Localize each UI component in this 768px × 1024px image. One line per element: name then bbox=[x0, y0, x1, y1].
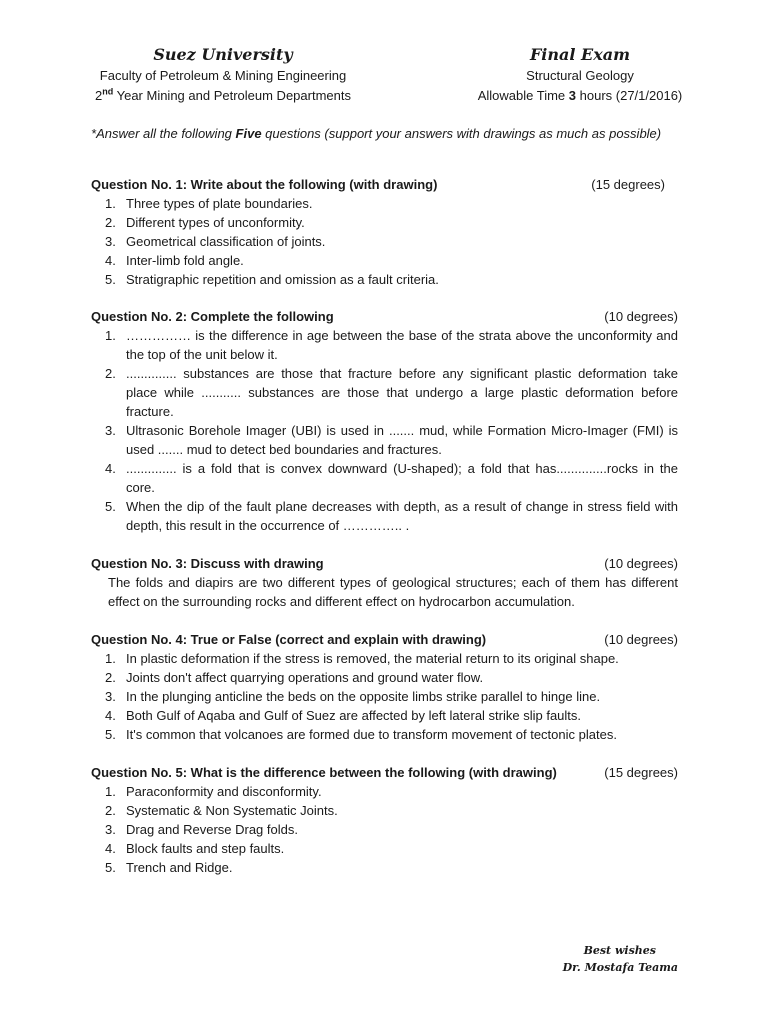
question-1 bbox=[91, 175, 678, 289]
signature-name: Dr. Mostafa Teama bbox=[562, 961, 678, 974]
item-text: In plastic deformation if the stress is removed, the material return to its original shape. bbox=[126, 651, 619, 666]
question-4-heading bbox=[91, 630, 678, 649]
question-3-heading bbox=[91, 554, 678, 573]
item-number: 2. bbox=[105, 215, 116, 230]
item-text: Different types of unconformity. bbox=[126, 215, 305, 230]
item-number: 4. bbox=[105, 461, 116, 476]
item-text: .............. substances are those that fracture before any significant plastic deformation take place while ........... substances are those that undergo a large plastic deformation before fracture. bbox=[126, 366, 678, 419]
item-text: Geometrical classification of joints. bbox=[126, 234, 326, 249]
question-title: Question No. 2: Complete the following bbox=[91, 309, 334, 324]
item-number: 3. bbox=[105, 234, 116, 249]
item-text: Both Gulf of Aqaba and Gulf of Suez are affected by left lateral strike slip faults. bbox=[126, 708, 582, 723]
time-line bbox=[440, 86, 720, 106]
question-title: Question No. 3: Discuss with drawing bbox=[91, 556, 324, 571]
item-number: 3. bbox=[105, 423, 116, 438]
time-hours: 3 bbox=[568, 88, 577, 103]
question-5-items bbox=[91, 782, 678, 877]
list-item bbox=[91, 364, 678, 421]
question-5 bbox=[91, 763, 678, 877]
question-2-items bbox=[91, 326, 678, 535]
list-item bbox=[91, 232, 678, 251]
time-suffix: hours (27/1/2016) bbox=[576, 88, 683, 103]
item-text: It's common that volcanoes are formed due to transform movement of tectonic plates. bbox=[126, 727, 617, 742]
year-number: 2 bbox=[95, 88, 103, 103]
question-marks: (15 degrees) bbox=[604, 765, 678, 780]
header-right bbox=[440, 44, 720, 106]
instructions-bold: Five bbox=[235, 126, 262, 141]
question-3 bbox=[91, 554, 678, 611]
item-number: 1. bbox=[105, 651, 116, 666]
item-text: Paraconformity and disconformity. bbox=[126, 784, 322, 799]
question-2-heading bbox=[91, 307, 678, 326]
subject-name: Structural Geology bbox=[526, 68, 634, 83]
list-item bbox=[91, 858, 678, 877]
list-item bbox=[91, 782, 678, 801]
question-1-heading bbox=[91, 175, 678, 194]
university-name: Suez University bbox=[153, 45, 293, 64]
exam-title: Final Exam bbox=[529, 45, 631, 64]
instructions-text-2: questions (support your answers with drawings as much as possible) bbox=[261, 126, 662, 141]
list-item bbox=[91, 213, 678, 232]
item-number: 4. bbox=[105, 253, 116, 268]
question-marks: (10 degrees) bbox=[604, 556, 678, 571]
list-item bbox=[91, 326, 678, 364]
list-item bbox=[91, 706, 678, 725]
list-item bbox=[91, 270, 678, 289]
signature bbox=[563, 942, 678, 976]
header-left bbox=[78, 44, 368, 106]
question-marks: (15 degrees) bbox=[591, 177, 665, 192]
item-text: Ultrasonic Borehole Imager (UBI) is used in ....... mud, while Formation Micro-Imager (FMI) is used ....... mud to detect bed boundaries and fractures. bbox=[126, 423, 678, 457]
item-number: 5. bbox=[105, 499, 116, 514]
year-line bbox=[78, 86, 368, 106]
question-marks: (10 degrees) bbox=[604, 632, 678, 647]
item-text: Inter-limb fold angle. bbox=[126, 253, 244, 268]
item-text: .............. is a fold that is convex downward (U-shaped); a fold that has..............rocks in the core. bbox=[126, 461, 678, 495]
item-number: 3. bbox=[105, 822, 116, 837]
item-text: Three types of plate boundaries. bbox=[126, 196, 313, 211]
question-title: Question No. 5: What is the difference between the following (with drawing) bbox=[91, 765, 557, 780]
signature-wishes: Best wishes bbox=[583, 944, 656, 957]
item-number: 1. bbox=[105, 328, 116, 343]
question-4 bbox=[91, 630, 678, 744]
item-number: 4. bbox=[105, 841, 116, 856]
item-number: 4. bbox=[105, 708, 116, 723]
item-number: 1. bbox=[105, 196, 116, 211]
question-4-items bbox=[91, 649, 678, 744]
list-item bbox=[91, 839, 678, 858]
instructions-text-1: Answer all the following bbox=[96, 126, 236, 141]
item-number: 5. bbox=[105, 272, 116, 287]
list-item bbox=[91, 497, 678, 535]
question-3-text: The folds and diapirs are two different types of geological structures; each of them has different effect on the surrounding rocks and different effect on hydrocarbon accumulation. bbox=[108, 575, 678, 609]
item-number: 5. bbox=[105, 727, 116, 742]
item-text: Trench and Ridge. bbox=[126, 860, 233, 875]
item-text: Systematic & Non Systematic Joints. bbox=[126, 803, 338, 818]
list-item bbox=[91, 459, 678, 497]
list-item bbox=[91, 725, 678, 744]
item-number: 2. bbox=[105, 670, 116, 685]
instructions bbox=[91, 124, 678, 143]
item-number: 5. bbox=[105, 860, 116, 875]
item-text: …………… is the difference in age between the base of the strata above the unconformity and the top of the unit below it. bbox=[126, 328, 678, 362]
question-marks: (10 degrees) bbox=[604, 309, 678, 324]
faculty-name: Faculty of Petroleum & Mining Engineering bbox=[99, 68, 347, 83]
item-number: 2. bbox=[105, 803, 116, 818]
question-2 bbox=[91, 307, 678, 535]
question-title: Question No. 4: True or False (correct and explain with drawing) bbox=[91, 632, 487, 647]
list-item bbox=[91, 421, 678, 459]
question-1-items bbox=[91, 194, 678, 289]
item-number: 3. bbox=[105, 689, 116, 704]
list-item bbox=[91, 801, 678, 820]
item-text: Block faults and step faults. bbox=[126, 841, 285, 856]
item-text: Joints don't affect quarrying operations and ground water flow. bbox=[126, 670, 484, 685]
time-prefix: Allowable Time bbox=[477, 88, 569, 103]
question-5-heading bbox=[91, 763, 678, 782]
year-ordinal: nd bbox=[102, 86, 114, 97]
item-text: When the dip of the fault plane decreases with depth, as a result of change in stress field with depth, this result in the occurrence of ………….. . bbox=[126, 499, 678, 533]
item-number: 2. bbox=[105, 366, 116, 381]
question-title: Question No. 1: Write about the following (with drawing) bbox=[91, 177, 438, 192]
instructions-star: * bbox=[91, 126, 97, 141]
item-text: In the plunging anticline the beds on the opposite limbs strike parallel to hinge line. bbox=[126, 689, 601, 704]
year-departments: Year Mining and Petroleum Departments bbox=[113, 88, 351, 103]
item-text: Drag and Reverse Drag folds. bbox=[126, 822, 298, 837]
list-item bbox=[91, 194, 678, 213]
item-text: Stratigraphic repetition and omission as a fault criteria. bbox=[126, 272, 439, 287]
list-item bbox=[91, 649, 678, 668]
list-item bbox=[91, 687, 678, 706]
item-number: 1. bbox=[105, 784, 116, 799]
list-item bbox=[91, 668, 678, 687]
list-item bbox=[91, 251, 678, 270]
list-item bbox=[91, 820, 678, 839]
